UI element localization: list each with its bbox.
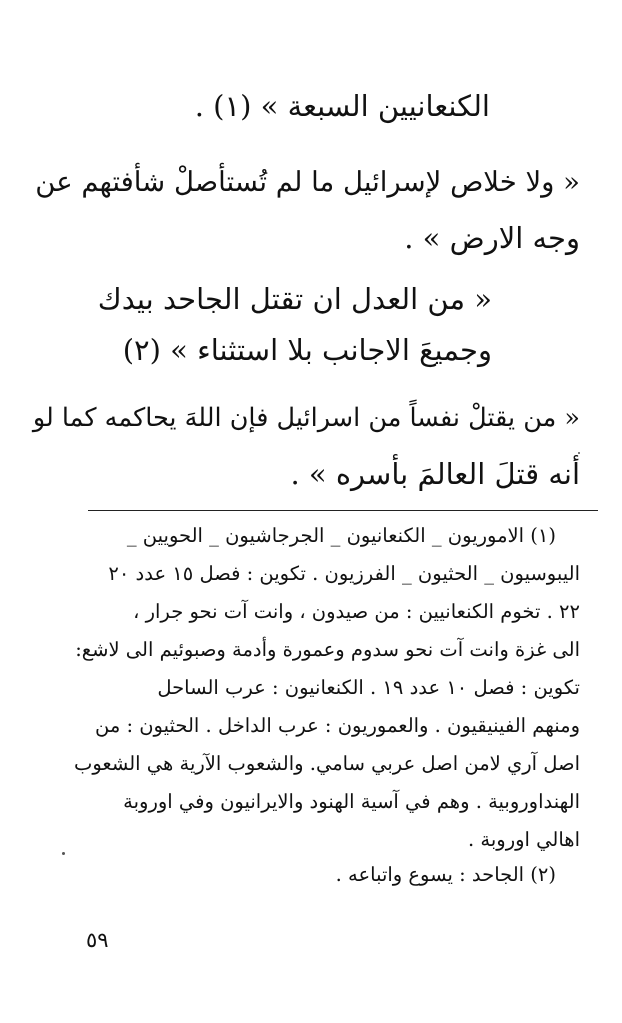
body-line-4: « من العدل ان تقتل الجاحد بيدك — [97, 282, 492, 316]
footnote-2-line-1: (٢) الجاحد : يسوع واتباعه . — [335, 863, 556, 886]
body-line-2: « ولا خلاص لإسرائيل ما لم تُستأصلْ شأفتهم عن — [35, 166, 580, 198]
footnote-1-line-1: (١) الاموريون _ الكنعانيون _ الجرجاشيون _ الحويين _ — [126, 524, 556, 547]
body-line-1: الكنعانيين السبعة » (١) . — [194, 89, 490, 123]
footnote-1-line-3: ٢٢ . تخوم الكنعانيين : من صيدون ، وانت آت نحو جرار ، — [133, 600, 580, 623]
footnote-1-line-7: اصل آري لامن اصل عربي سامي. والشعوب الآرية هي الشعوب — [73, 752, 580, 775]
footnote-1-line-2: اليبوسيون _ الحثيون _ الفرزيون . تكوين : فصل ١٥ عدد ٢٠ — [108, 562, 580, 585]
footnote-1-line-5: تكوين : فصل ١٠ عدد ١٩ . الكنعانيون : عرب الساحل — [157, 676, 580, 699]
page-number: ٥٩ — [86, 928, 109, 952]
footnote-1-line-4: الى غزة وانت آت نحو سدوم وعمورة وأدمة وصبوئيم الى لاشع: — [75, 638, 580, 661]
print-speck — [62, 852, 65, 855]
body-line-5: وجميعَ الاجانب بلا استثناء » (٢) — [122, 333, 492, 367]
footnote-1-line-8: الهنداوروبية . وهم في آسية الهنود والايرانيون وفي اوروبة — [123, 790, 580, 813]
footnote-1-line-9: اهالي اوروبة . — [468, 828, 580, 851]
print-speck — [578, 452, 580, 454]
body-line-6: « من يقتلْ نفساً من اسرائيل فإن اللهَ يحاكمه كما لو — [32, 403, 580, 433]
body-line-7: أنه قتلَ العالمَ بأسره » . — [290, 457, 580, 491]
footnote-1-line-6: ومنهم الفينيقيون . والعموريون : عرب الداخل . الحثيون : من — [94, 714, 580, 737]
body-line-3: وجه الارض » . — [404, 221, 580, 255]
footnote-divider — [88, 510, 598, 511]
